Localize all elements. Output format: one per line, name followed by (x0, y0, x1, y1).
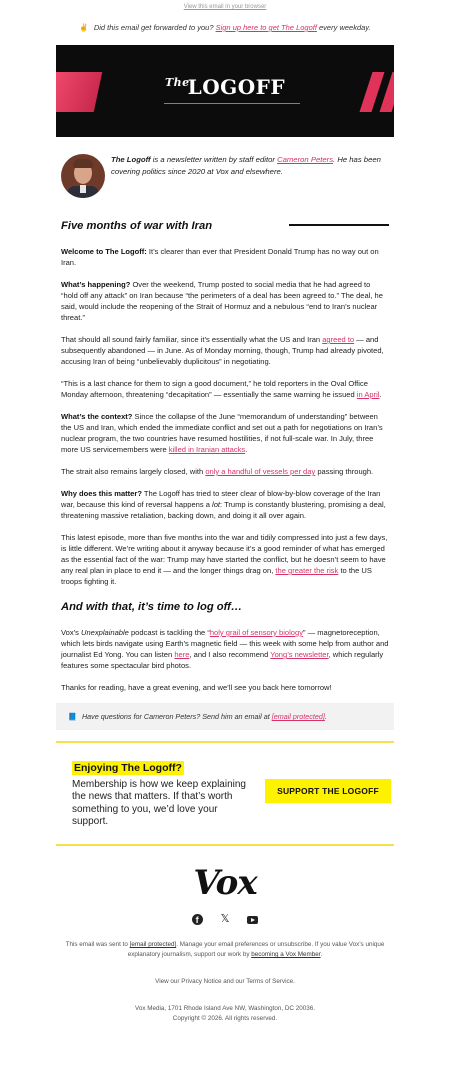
paragraph-familiar (61, 334, 389, 367)
lead-context: What’s the context? (61, 412, 133, 421)
text-last-chance-2: . (379, 390, 382, 399)
support-title: Enjoying The Logoff? (74, 762, 182, 774)
paragraph-latest-episode (61, 532, 389, 587)
text-strait-1: The strait also remains largely closed, with (61, 467, 204, 476)
text-why-matter-2: : Trump is constantly blustering, promising a deal, threatening massive retaliation, backing down, and doing it all over again. (61, 500, 386, 520)
paragraph-podcast (61, 627, 389, 671)
contact-box (56, 703, 394, 730)
text-podcast-2: podcast is tackling the “ (130, 628, 210, 637)
text-why-matter-1: The Logoff has tried to steer clear of blow-by-blow coverage of the Iran war, because this kind of reversal happens a (61, 489, 381, 509)
lead-welcome: Welcome to The Logoff: (61, 247, 147, 256)
vox-logo[interactable]: Vox (193, 863, 257, 903)
section-header-logoff (61, 600, 389, 614)
logoff-logo (56, 75, 394, 99)
podcast-name: Unexplainable (81, 628, 129, 637)
forward-notice (0, 23, 450, 32)
support-button[interactable]: SUPPORT THE LOGOFF (265, 779, 391, 803)
text-strait-2: passing through. (317, 467, 374, 476)
main-story (61, 246, 389, 587)
view-in-browser-link[interactable]: View this email in your browser (183, 4, 267, 10)
agreed-to-link[interactable]: agreed to (322, 335, 355, 344)
text-thanks: Thanks for reading, have a great evening, and we’ll see you back here tomorrow! (61, 683, 332, 692)
x-icon[interactable]: 𝕏 (220, 913, 230, 925)
author-bio (111, 154, 389, 198)
hand-icon: ✌ (79, 23, 89, 32)
author-intro (61, 154, 389, 198)
text-context-2: . (245, 445, 248, 454)
logoff-section (61, 627, 389, 693)
author-avatar (61, 154, 105, 198)
lead-why-matter: Why does this matter? (61, 489, 142, 498)
avatar-collar (80, 185, 86, 193)
section-header-main (61, 219, 389, 233)
vox-member-link[interactable]: becoming a Vox Member (251, 951, 321, 958)
footer-address-line: Vox Media, 1701 Rhode Island Ave NW, Washington, DC 20036. (135, 1005, 315, 1012)
social-links (0, 914, 450, 928)
paragraph-welcome (61, 246, 389, 268)
in-april-link[interactable]: in April (356, 390, 380, 399)
footer-text-3: . (320, 951, 323, 958)
paragraph-strait (61, 466, 389, 477)
view-in-browser-bar (0, 0, 450, 14)
contact-email-link[interactable]: [email protected] (271, 712, 325, 721)
support-box (56, 741, 394, 846)
newsletter-name: The Logoff (111, 155, 151, 164)
section-rule (289, 224, 389, 226)
vessels-link[interactable]: only a handful of vessels per day (205, 467, 316, 476)
support-body: Membership is how we keep explaining the news that matters. If that’s worth something to you, we’d love your support. (72, 779, 246, 827)
paragraph-why-matter (61, 488, 389, 521)
killed-attacks-link[interactable]: killed in Iranian attacks (168, 445, 246, 454)
greater-risk-link[interactable]: the greater the risk (275, 566, 339, 575)
author-bio-text1: is a newsletter written by staff editor (152, 155, 275, 164)
contact-end: . (324, 712, 327, 721)
paragraph-last-chance (61, 378, 389, 400)
book-icon: 📘 (68, 712, 77, 721)
listen-here-link[interactable]: here (174, 650, 190, 659)
newsletter-banner (56, 45, 394, 137)
footer-text-2: . Manage your email preferences or unsubscribe. If you value Vox’s unique explanatory journalism, support our work by (127, 941, 385, 958)
footer-address (55, 1004, 395, 1024)
logo-the: The (164, 76, 190, 89)
text-podcast-4: , and I also recommend (189, 650, 269, 659)
youtube-icon[interactable] (247, 916, 258, 924)
avatar-hair (73, 159, 93, 168)
paragraph-whats-happening (61, 279, 389, 323)
lead-whats-happening: What’s happening? (61, 280, 131, 289)
text-last-chance-1: “This is a last chance for them to sign a good document,” he told reporters in the Oval Office Monday afternoon, threatening “decapitation” — essentially the same warning he issued (61, 379, 368, 399)
paragraph-context (61, 411, 389, 455)
text-context-1: Since the collapse of the June “memorandum of understanding” between the US and Iran, which ended the immediate conflict and set out a path for negotiations on Iran’s nuclear program, the two countries have resumed hostilities, if not full-scale war. In July, three more US servicemembers were (61, 412, 383, 454)
text-latest-1: This latest episode, more than five months into the war and tidily compressed into just a few days, is little different. We’re writing about it anyway because it’s a good reminder of what has emerged as the essential fact of the war: Trump may have started the conflict, but he doesn’t seem to have any real plan in place to end it — and the longer things drag on, (61, 533, 388, 575)
yong-newsletter-link[interactable]: Yong’s newsletter (270, 650, 329, 659)
text-familiar-2: — and subsequently abandoned — in June. As of Monday morning, though, Trump had already pivoted, accusing Iran of being “unbelievably duplicitous” in negotiating. (61, 335, 384, 366)
text-podcast-3: ” — magnetoreception, which lets birds navigate using Earth’s magnetic field — this week with some help from author and journalist Ed Yong. You can listen (61, 628, 389, 659)
text-latest-2: to the US troops fighting it. (61, 566, 372, 586)
logo-underline (164, 103, 300, 104)
logo-main: LOGOFF (187, 75, 286, 99)
editor-link[interactable]: Cameron Peters (277, 155, 334, 164)
section-title-logoff: And with that, it’s time to log off… (61, 601, 243, 613)
forward-question: Did this email get forwarded to you? (93, 23, 214, 32)
contact-text: Have questions for Cameron Peters? Send him an email at (81, 712, 270, 721)
footer-notice (55, 940, 395, 960)
signup-link[interactable]: Sign up here to get The Logoff (215, 23, 317, 32)
holy-grail-link[interactable]: holy grail of sensory biology (209, 628, 303, 637)
text-podcast-5: , which regularly features some spectacular bird photos. (61, 650, 384, 670)
text-whats-happening: Over the weekend, Trump posted to social media that he had agreed to “hold off any attack” on Iran because “the perimeters of a deal has been agreed to.” The deal, he said, would include the reopening of the Strait of Hormuz and a nebulous “end to Iran’s nuclear threat.” (61, 280, 383, 322)
section-title-main: Five months of war with Iran (61, 220, 213, 232)
emphasis-lot: lot (212, 500, 221, 509)
author-bio-text2: . He has been covering politics since 2020 at Vox and elsewhere. (111, 155, 381, 176)
forward-suffix: every weekday. (319, 23, 371, 32)
text-podcast-1: Vox’s (61, 628, 79, 637)
text-welcome: It’s clearer than ever that President Donald Trump has no way out on Iran. (61, 247, 379, 267)
text-familiar-1: That should all sound fairly familiar, since it’s essentially what the US and Iran (61, 335, 321, 344)
facebook-icon[interactable]: f (192, 914, 203, 925)
footer-email-link[interactable]: [email protected] (129, 941, 177, 948)
paragraph-thanks (61, 682, 389, 693)
footer-policies[interactable]: View our Privacy Notice and our Terms of Service. (155, 978, 295, 985)
footer-copyright: Copyright © 2026. All rights reserved. (172, 1015, 278, 1022)
footer-text-1: This email was sent to (65, 941, 128, 948)
